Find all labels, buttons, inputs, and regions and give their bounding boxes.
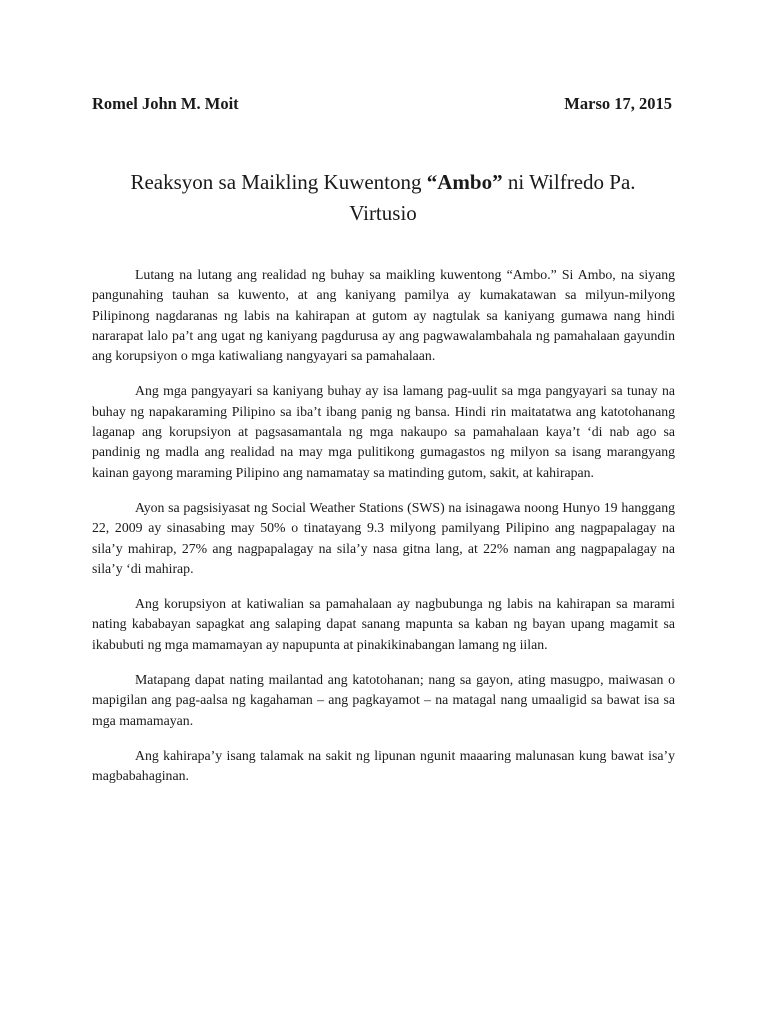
title-story-name: “Ambo” (426, 170, 503, 194)
paragraph: Ayon sa pagsisiyasat ng Social Weather Stations (SWS) na isinagawa noong Hunyo 19 hanggang 22, 2009 ay sinasabing may 50% o tinatayang 9.3 milyong pamilyang Pilipino ang nagpapalagay na sila’y mahirap, 27% ang nagpapalagay na sila’y nasa gitna lang, at 22% naman ang nagpapalagay na sila’y ‘di mahirap. (92, 499, 675, 576)
title-suffix: ni Wilfredo Pa. (502, 170, 636, 194)
document-date: Marso 17, 2015 (564, 94, 672, 113)
title-prefix: Reaksyon sa Maikling Kuwentong (130, 170, 427, 194)
document-title (92, 167, 674, 229)
paragraph: Ang korupsiyon at katiwalian sa pamahalaan ay nagbubunga ng labis na kahirapan sa marami nating kababayan sapagkat ang salaping dapat sanang mapunta sa kaban ng bayan upang magamit sa ikabubuti ng mga mamamayan ay napupunta at pinakikinabangan lamang ng iilan. (92, 596, 675, 652)
document-body (92, 265, 675, 802)
document-header (92, 94, 672, 116)
paragraph: Matapang dapat nating mailantad ang katotohanan; nang sa gayon, ating masugpo, maiwasan o mapigilan ang pag-aalsa ng kagahaman – ang pagkayamot – na matagal nang umaaligid sa bawat isa sa mga mamamayan. (92, 672, 675, 728)
paragraph: Ang kahirapa’y isang talamak na sakit ng lipunan ngunit maaaring malunasan kung bawat isa’y magbabahaginan. (92, 747, 675, 784)
paragraph: Ang mga pangyayari sa kaniyang buhay ay isa lamang pag-uulit sa mga pangyayari sa tunay na buhay ng napakaraming Pilipino sa iba’t ibang panig ng bansa. Hindi rin maitatatwa ang katotohanang laganap ang korupsiyon at pagsasamantala ng mga nakaupo sa pamahalaan kaya’t ‘di nab ago sa pandinig ng madla ang realidad na may mga pulitikong gumagastos ng milyon sa isang marangyang kainan gayong maraming Pilipino ang namamatay sa matinding gutom, sakit, at kahirapan. (92, 383, 675, 480)
paragraph: Lutang na lutang ang realidad ng buhay sa maikling kuwentong “Ambo.” Si Ambo, na siyang pangunahing tauhan sa kuwento, at ang kaniyang pamilya ay kumakatawan sa milyun-milyong Pilipinong nagdaranas ng labis na kahirapan at gutom ay nagtulak sa kaniyang gumawa nang hindi nararapat lalo pa’t ang ugat ng kaniyang pagdurusa ay ang pagwawalambahala ng pamahalaan gayundin ang korupsiyon o mga katiwaliang nangyayari sa pamahalaan. (92, 267, 675, 364)
title-line-2: Virtusio (349, 201, 417, 225)
author-name: Romel John M. Moit (92, 94, 239, 113)
